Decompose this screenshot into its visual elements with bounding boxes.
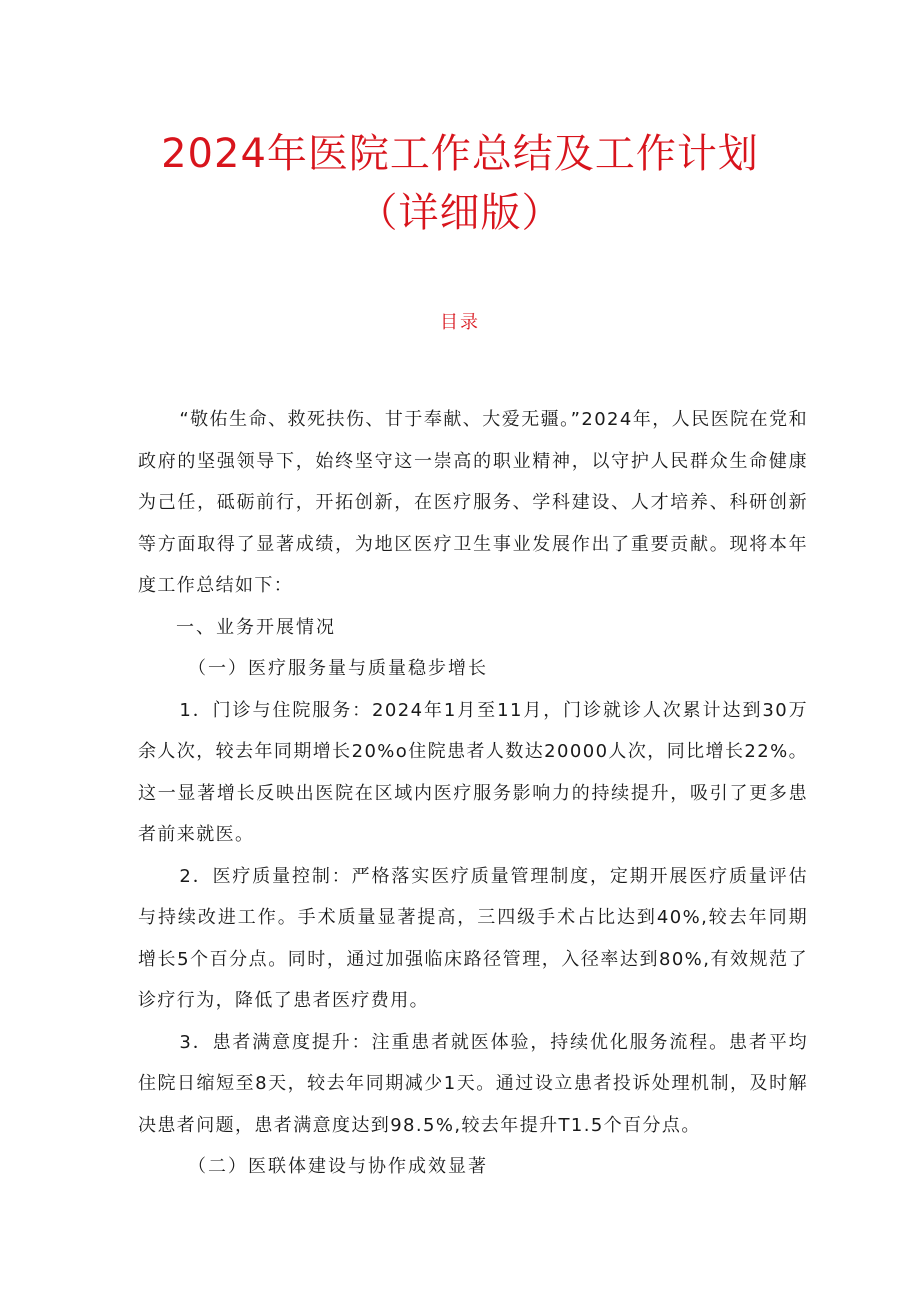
document-title: 2024年医院工作总结及工作计划 [161, 131, 759, 177]
intro-paragraph: “敬佑生命、救死扶伤、甘于奉献、大爱无疆。”2024年，人民医院在党和政府的坚强领导下，始终坚守这一崇高的职业精神，以守护人民群众生命健康为己任，砥砺前行，开拓创新，在医疗服务、学科建设、人才培养、科研创新等方面取得了显著成绩，为地区医疗卫生事业发展作出了重要贡献。现将本年度工作总结如下： [138, 409, 808, 596]
item-quality-control: 2．医疗质量控制：严格落实医疗质量管理制度，定期开展医疗质量评估与持续改进工作。手术质量显著提高，三四级手术占比达到40%,较去年同期增长5个百分点。同时，通过加强临床路径管理，入径率达到80%,有效规范了诊疗行为，降低了患者医疗费用。 [138, 865, 808, 1011]
item-outpatient-inpatient: 1．门诊与住院服务：2024年1月至11月，门诊就诊人次累计达到30万余人次，较去年同期增长20%o住院患者人数达20000人次，同比增长22%。这一显著增长反映出医院在区域内医疗服务影响力的持续提升，吸引了更多患者前来就医。 [138, 699, 808, 845]
document-subtitle: （详细版） [357, 190, 563, 236]
subsection-heading-medical-service: （一）医疗服务量与质量稳步增长 [188, 658, 488, 679]
section-heading-business: 一、业务开展情况 [176, 616, 336, 638]
subsection-heading-medical-alliance: （二）医联体建设与协作成效显著 [188, 1156, 488, 1177]
document-body [138, 399, 808, 1188]
toc-heading: 目录 [440, 312, 480, 333]
item-patient-satisfaction: 3．患者满意度提升：注重患者就医体验，持续优化服务流程。患者平均住院日缩短至8天，较去年同期减少1天。通过设立患者投诉处理机制，及时解决患者问题，患者满意度达到98.5%,较去年提升T1.5个百分点。 [138, 1031, 808, 1136]
